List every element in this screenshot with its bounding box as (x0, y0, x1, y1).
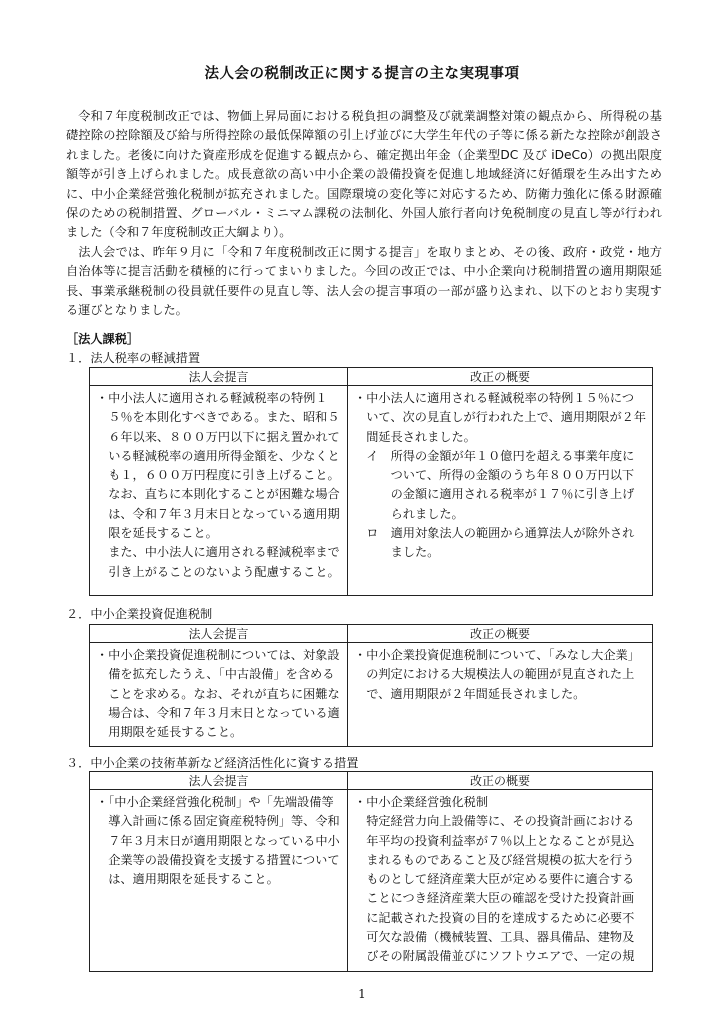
section-heading: ２．中小企業投資促進税制 (66, 607, 213, 621)
proposal-table (89, 771, 653, 972)
proposal-text: ・「中小企業経営強化税制」や「先端設備等導入計画に係る固定資産税特例」等、令和７年３月末日が適用期限となっている中小企業等の設備投資を支援する措置については、適用期限を延長すること。 (96, 795, 340, 887)
summary-cell (348, 790, 653, 972)
summary-subitem: イ 所得の金額が年１０億円を超える事業年度について、所得の金額のうち年８００万円以下の金額に適用される税率が１７％に引き上げられました。 (366, 448, 635, 521)
intro-paragraph: 法人会では、昨年９月に「令和７年度税制改正に関する提言」を取りまとめ、その後、政府・政党・地方自治体等に提言活動を積極的に行ってまいりました。今回の改正では、中小企業向け税制措置の適用期限延長、事業承継税制の役員就任要件の見直し等、法人会の提言事項の一部が盛り込まれ、以下のとおり実現する運びとなりました。 (66, 244, 662, 318)
category-heading: ［法人課税］ (66, 332, 140, 346)
column-header-proposal: 法人会提言 (90, 368, 348, 386)
proposal-table (89, 367, 653, 596)
summary-text: 特定経営力向上設備等に、その投資計画における年平均の投資利益率が７％以上となることが見込まれるものであること及び経営規模の拡大を行うものとして経済産業大臣が定める要件に適合することにつき経済産業大臣の確認を受けた投資計画に記載された投資の目的を達成するために必要不可欠な設備（機械装置、工具、器具備品、建物及びその附属設備並びにソフトウエアで、一定の規 (366, 814, 635, 964)
summary-cell (348, 643, 653, 747)
summary-cell (348, 386, 653, 596)
summary-subitem: ロ 適用対象法人の範囲から通算法人が除外されました。 (366, 526, 635, 560)
summary-text: ・中小企業経営強化税制 (354, 795, 489, 809)
column-header-summary: 改正の概要 (348, 772, 653, 790)
proposal-text: ・中小企業投資促進税制については、対象設備を拡充したうえ、「中古設備」を含めることを求める。なお、それが直ちに困難な場合は、令和７年３月末日となっている適用期限を延長すること。 (96, 648, 340, 740)
proposal-table (89, 624, 653, 747)
proposal-cell (90, 790, 348, 972)
document-title: 法人会の税制改正に関する提言の主な実現事項 (204, 66, 520, 82)
proposal-text: ・中小法人に適用される軽減税率の特例１５％を本則化すべきである。また、昭和５６年以来、８００万円以下に据え置かれている軽減税率の適用所得金額を、少なくとも１，６００万円程度に引き上げること。なお、直ちに本則化することが困難な場合は、令和７年３月末日となっている適用期限を延長すること。 (96, 391, 340, 541)
section-heading: １．法人税率の軽減措置 (66, 351, 201, 365)
summary-text: ・中小企業投資促進税制について、「みなし大企業」の判定における大規模法人の範囲が見直された上で、適用期限が２年間延長されました。 (354, 648, 640, 701)
proposal-text: また、中小法人に適用される軽減税率まで引き上がることのないよう配慮すること。 (108, 545, 340, 579)
column-header-proposal: 法人会提言 (90, 625, 348, 643)
intro-paragraph: 令和７年度税制改正では、物価上昇局面における税負担の調整及び就業調整対策の観点から、所得税の基礎控除の控除額及び給与所得控除の最低保障額の引上げ並びに大学生年代の子等に係る新たな控除が創設されました。老後に向けた資産形成を促進する観点から、確定拠出年金（企業型DC 及び iDeCo）の拠出限度額等が引き上げられました。成長意欲の高い中小企業の設備投資を促進し地域経済に好循環を生み出すために、中小企業経営強化税制が拡充されました。国際環境の変化等に対応するため、防衛力強化に係る財源確保のための税制措置、グローバル・ミニマム課税の法制化、外国人旅行者向け免税制度の見直し等が行われました（令和７年度税制改正大綱より）。 (66, 109, 662, 240)
column-header-proposal: 法人会提言 (90, 772, 348, 790)
section-heading: ３．中小企業の技術革新など経済活性化に資する措置 (66, 756, 359, 770)
intro-text (66, 107, 662, 320)
column-header-summary: 改正の概要 (348, 368, 653, 386)
page-number: 1 (358, 987, 366, 1001)
summary-text: ・中小法人に適用される軽減税率の特例１５％について、次の見直しが行われた上で、適用期限が２年間延長されました。 (354, 391, 647, 444)
proposal-cell (90, 643, 348, 747)
proposal-cell (90, 386, 348, 596)
column-header-summary: 改正の概要 (348, 625, 653, 643)
